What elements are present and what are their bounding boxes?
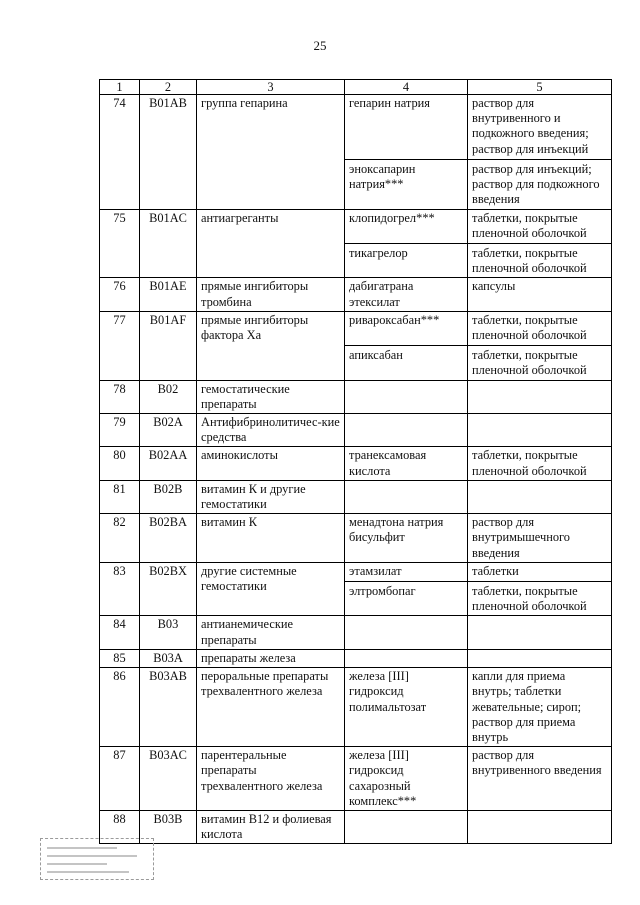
drug-name: транексамовая кислота	[349, 448, 427, 478]
drug-cell	[345, 380, 468, 413]
row-number: 79	[100, 414, 140, 447]
drug-cell	[345, 278, 468, 311]
column-header: 1	[100, 80, 140, 95]
table-row	[100, 747, 612, 811]
table-row	[100, 668, 612, 747]
row-number: 80	[100, 447, 140, 480]
atc-code: B02AA	[140, 447, 197, 480]
group-name: парентеральные препараты трехвалентного железа	[197, 747, 345, 811]
table-row	[100, 311, 612, 380]
dosage-form: капсулы	[472, 279, 516, 294]
group-name: прямые ингибиторы тромбина	[197, 278, 345, 311]
row-number: 84	[100, 616, 140, 649]
drug-name: менадтона натрия бисульфит	[349, 515, 444, 545]
group-name: группа гепарина	[197, 95, 345, 210]
drug-cell	[345, 311, 468, 380]
column-header: 2	[140, 80, 197, 95]
form-cell	[468, 95, 612, 210]
table-row	[100, 278, 612, 311]
drug-name: апиксабан	[345, 345, 467, 363]
drug-cell	[345, 810, 468, 843]
drug-cell	[345, 480, 468, 513]
drug-table	[99, 79, 612, 844]
row-number: 86	[100, 668, 140, 747]
form-cell	[468, 810, 612, 843]
group-name: прямые ингибиторы фактора Ха	[197, 311, 345, 380]
form-cell	[468, 616, 612, 649]
group-name: препараты железа	[197, 649, 345, 667]
drug-name: эноксапарин натрия***	[345, 159, 467, 192]
row-number: 87	[100, 747, 140, 811]
atc-code: B02BX	[140, 562, 197, 616]
row-number: 85	[100, 649, 140, 667]
dosage-form: таблетки, покрытые пленочной оболочкой	[472, 210, 587, 240]
group-name: антиагреганты	[197, 209, 345, 278]
dosage-form: раствор для инъекций; раствор для подкожного введения	[468, 159, 611, 208]
group-name: гемостатические препараты	[197, 380, 345, 413]
drug-name: железа [III] гидроксид полимальтозат	[349, 669, 427, 714]
drug-name: этамзилат	[349, 563, 402, 578]
group-name: Антифибринолитичес-кие средства	[197, 414, 345, 447]
drug-cell	[345, 95, 468, 210]
column-header: 5	[468, 80, 612, 95]
form-cell	[468, 514, 612, 563]
row-number: 74	[100, 95, 140, 210]
table-row	[100, 95, 612, 210]
group-name: пероральные препараты трехвалентного железа	[197, 668, 345, 747]
group-name: витамин К и другие гемостатики	[197, 480, 345, 513]
page-number: 25	[313, 38, 327, 53]
form-cell	[468, 209, 612, 278]
atc-code: B02A	[140, 414, 197, 447]
dosage-form: таблетки, покрытые пленочной оболочкой	[468, 581, 611, 614]
form-cell	[468, 649, 612, 667]
group-name: другие системные гемостатики	[197, 562, 345, 616]
drug-name: элтромбопаг	[345, 581, 467, 599]
atc-code: B03AC	[140, 747, 197, 811]
dosage-form: раствор для внутримышечного введения	[472, 515, 570, 560]
atc-code: B01AB	[140, 95, 197, 210]
atc-code: B03	[140, 616, 197, 649]
drug-cell	[345, 447, 468, 480]
row-number: 78	[100, 380, 140, 413]
row-number: 76	[100, 278, 140, 311]
form-cell	[468, 380, 612, 413]
dosage-form: таблетки, покрытые пленочной оболочкой	[468, 243, 611, 276]
drug-cell	[345, 668, 468, 747]
row-number: 81	[100, 480, 140, 513]
table-row	[100, 649, 612, 667]
row-number: 82	[100, 514, 140, 563]
faded-stamp	[40, 838, 154, 880]
table-row	[100, 616, 612, 649]
form-cell	[468, 562, 612, 616]
form-cell	[468, 447, 612, 480]
atc-code: B01AC	[140, 209, 197, 278]
drug-cell	[345, 616, 468, 649]
atc-code: B03B	[140, 810, 197, 843]
dosage-form: раствор для внутривенного и подкожного введения; раствор для инъекций	[472, 96, 589, 156]
dosage-form: таблетки, покрытые пленочной оболочкой	[472, 312, 587, 343]
dosage-form: раствор для внутривенного введения	[472, 748, 602, 778]
drug-name: тикагрелор	[345, 243, 467, 261]
drug-cell	[345, 414, 468, 447]
drug-name: железа [III] гидроксид сахарозный комплекс***	[349, 748, 417, 808]
drug-cell	[345, 514, 468, 563]
column-header: 3	[197, 80, 345, 95]
table-row	[100, 447, 612, 480]
atc-code: B02	[140, 380, 197, 413]
drug-name: дабигатрана этексилат	[349, 279, 414, 309]
atc-code: B01AF	[140, 311, 197, 380]
row-number: 83	[100, 562, 140, 616]
drug-cell	[345, 649, 468, 667]
form-cell	[468, 414, 612, 447]
group-name: витамин B12 и фолиевая кислота	[197, 810, 345, 843]
dosage-form: таблетки, покрытые пленочной оболочкой	[468, 345, 611, 378]
table-row	[100, 810, 612, 843]
drug-name: ривароксабан***	[349, 312, 440, 327]
table-row	[100, 562, 612, 616]
table-row	[100, 480, 612, 513]
column-header: 4	[345, 80, 468, 95]
dosage-form: таблетки, покрытые пленочной оболочкой	[472, 448, 587, 478]
form-cell	[468, 278, 612, 311]
atc-code: B02BA	[140, 514, 197, 563]
form-cell	[468, 311, 612, 380]
table-header-row	[100, 80, 612, 95]
row-number: 88	[100, 810, 140, 843]
table-row	[100, 380, 612, 413]
atc-code: B03A	[140, 649, 197, 667]
form-cell	[468, 747, 612, 811]
row-number: 75	[100, 209, 140, 278]
dosage-form: капли для приема внутрь; таблетки жевательные; сироп; раствор для приема внутрь	[472, 669, 582, 744]
group-name: витамин К	[197, 514, 345, 563]
group-name: аминокислоты	[197, 447, 345, 480]
drug-cell	[345, 747, 468, 811]
atc-code: B01AE	[140, 278, 197, 311]
row-number: 77	[100, 311, 140, 380]
table-row	[100, 414, 612, 447]
table-row	[100, 209, 612, 278]
drug-name: клопидогрел***	[349, 210, 435, 225]
atc-code: B03AB	[140, 668, 197, 747]
group-name: антианемические препараты	[197, 616, 345, 649]
atc-code: B02B	[140, 480, 197, 513]
drug-cell	[345, 209, 468, 278]
drug-cell	[345, 562, 468, 616]
drug-name: гепарин натрия	[349, 96, 431, 110]
dosage-form: таблетки	[472, 563, 519, 578]
form-cell	[468, 668, 612, 747]
form-cell	[468, 480, 612, 513]
table-row	[100, 514, 612, 563]
